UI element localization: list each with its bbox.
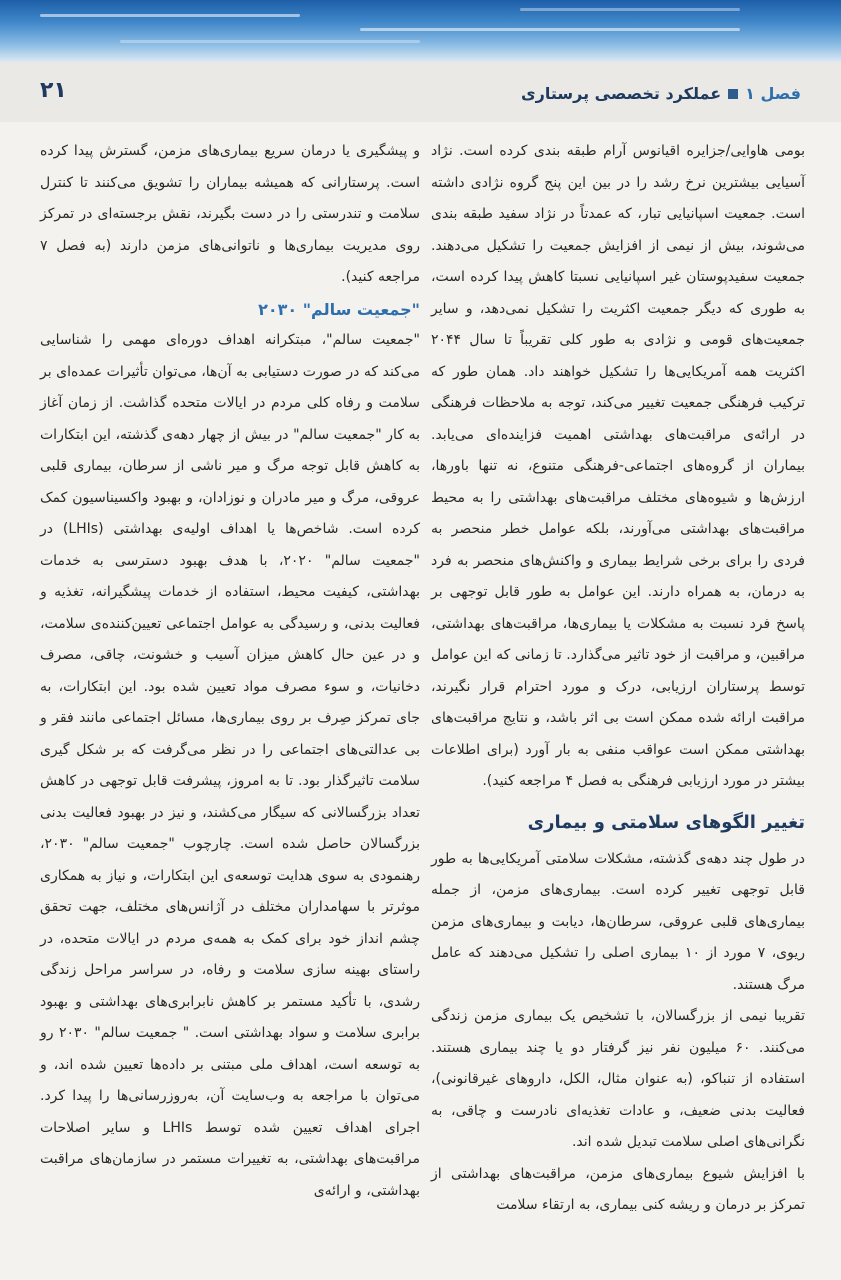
right-column [431, 136, 805, 1222]
chapter-title: عملکرد تخصصی پرستاری [520, 84, 722, 103]
paragraph: با افزایش شیوع بیماری‌های مزمن، مراقبت‌های بهداشتی از تمرکز بر درمان و ریشه کنی بیماری، به ارتقاء سلامت [431, 1165, 805, 1213]
left-column [40, 136, 420, 1207]
decorative-top-band [0, 0, 841, 62]
paragraph: تقریبا نیمی از بزرگسالان، با تشخیص یک بیماری مزمن زندگی می‌کنند. ۶۰ میلیون نفر نیز گرفتار دو یا چند بیماری هستند. استفاده از تنباکو، (به عنوان مثال، الکل، داروهای غیرقانونی)، فعالیت بدنی ضعیف، و عادات تغذیه‌ای نادرست و چاقی، به نگرانی‌های اصلی سلامت تبدیل شده اند. [431, 1008, 805, 1150]
running-title [521, 84, 801, 103]
square-bullet-icon [728, 89, 738, 99]
paragraph: "جمعیت سالم"، مبتکرانه اهداف دوره‌ای مهمی را شناسایی می‌کند که در صورت دستیابی به آن‌ها، می‌توان تأثیرات عمده‌ای بر سلامت و رفاه کلی مردم در ایالات متحده گذاشت. از زمان آغاز به کار "جمعیت سالم" در بیش از چهار دهه‌ی گذشته، این ابتکارات به کاهش قابل توجه مرگ و میر ناشی از سرطان، بیماری قلبی عروقی، مرگ و میر مادران و نوزادان، و بهبود واکسیناسیون کمک کرده است. شاخص‌ها یا اهداف اولیه‌ی بهداشتی (LHIs) در "جمعیت سالم" ۲۰۲۰، با هدف بهبود دسترسی به خدمات بهداشتی، کیفیت محیط، استفاده از خدمات پیشگیرانه، تغذیه و فعالیت بدنی، و رسیدگی به عوامل اجتماعی تعیین‌کننده‌ی سلامت، و در عین حال کاهش میزان آسیب و خشونت، چاقی، مصرف دخانیات، و سوء مصرف مواد تعیین شده بود. این ابتکارات، به جای تمرکز صِرف بر روی بیماری‌ها، مسائل اجتماعی مانند فقر و بی عدالتی‌های اجتماعی را در نظر می‌گرفت که بر شکل گیری سلامت تاثیرگذار بود. تا به امروز، پیشرفت قابل توجهی در کاهش تعداد بزرگسالانی که سیگار می‌کشند، و نیز در بهبود فعالیت بدنی بزرگسالان حاصل شده است. چارچوب "جمعیت سالم" ۲۰۳۰، رهنمودی به سوی هدایت توسعه‌ی این ابتکارات، و نیاز به همکاری موثرتر با سهامداران مختلف در آژانس‌های مختلف، جهت تحقق چشم انداز خود برای کمک به همه‌ی مردم در ایالات متحده، در راستای بهینه سازی سلامت و رفاه، در سراسر مراحل زندگی رشدی، با تأکید مستمر بر کاهش نابرابری‌های بهداشتی و بهبود برابری سلامت و سواد بهداشتی است. " جمعیت سالم" ۲۰۳۰ رو به توسعه است، اهداف ملی مبتنی بر داده‌ها تعیین شده اند، و می‌توان با مراجعه به وب‌سایت آن، به‌روزرسانی‌ها را پیدا کرد. اجرای اهداف تعیین شده توسط LHIs و سایر اصلاحات مراقبت‌های بهداشتی، به تغییرات مستمر در سازمان‌های مراقبت بهداشتی، و ارائه‌ی [40, 332, 420, 1199]
paragraph: در طول چند دهه‌ی گذشته، مشکلات سلامتی آمریکایی‌ها به طور قابل توجهی تغییر کرده است. بیماری‌های مزمن، از جمله بیماری‌های قلبی عروقی، سرطان‌ها، دیابت و بیماری‌های مزمن ریوی، ۷ مورد از ۱۰ بیماری اصلی را تشکیل می‌دهند که عامل مرگ هستند. [431, 850, 805, 993]
paragraph: بومی هاوایی/جزایره اقیانوس آرام طبقه بندی کرده است. نژاد آسیایی بیشترین نرخ رشد را در بین این پنج گروه نژادی داشته است. جمعیت اسپانیایی تبار، که عمدتاً در نژاد سفید طبقه بندی می‌شوند، بیش از نیمی از افزایش جمعیت را تشکیل می‌دهند. جمعیت سفیدپوستان غیر اسپانیایی نسبتا کاهش پیدا کرده است، به طوری که دیگر جمعیت اکثریت را تشکیل نمی‌دهد، و سایر جمعیت‌های قومی و نژادی به طور کلی تقریباً تا سال ۲۰۴۴ اکثریت همه آمریکایی‌ها را تشکیل خواهند داد. همان طور که ترکیب فرهنگی جمعیت تغییر می‌کند، توجه به ملاحظات فرهنگی در ارائه‌ی مراقبت‌های بهداشتی اهمیت فزاینده‌ای می‌یابد. بیماران از گروه‌های اجتماعی-فرهنگی متنوع، نه تنها باورها، ارزش‌ها و شیوه‌های مختلف مراقبت‌های بهداشتی را به محیط مراقبت‌های بهداشتی می‌آورند، بلکه عوامل خطر منحصر به فردی را برای برخی شرایط بیماری و واکنش‌های منحصر به فرد به درمان، به همراه دارند. این عوامل به طور قابل توجهی بر پاسخ فرد نسبت به مشکلات یا بیماری‌ها، مراقبت‌های بهداشتی، مراقبین، و مراقبت از خود تاثیر می‌گذارد. تا زمانی که این عوامل توسط پرستاران ارزیابی، درک و مورد احترام قرار نگیرند، مراقبت ارائه شده ممکن است بی اثر باشد، و نتایج مراقبت‌های بهداشتی ممکن است عواقب منفی به بار آورد (برای اطلاعات بیشتر در مورد ارزیابی فرهنگی به فصل ۴ مراجعه کنید). [431, 143, 805, 789]
page-header [0, 62, 841, 122]
paragraph: و پیشگیری یا درمان سریع بیماری‌های مزمن، گسترش پیدا کرده است. پرستارانی که همیشه بیماران را تشویق می‌کنند تا کنترل سلامت و تندرستی را در دست بگیرند، نقش برجسته‌ای در تمرکز روی مدیریت بیماری‌ها و ناتوانی‌های مزمن دارند (به فصل ۷ مراجعه کنید). [40, 143, 420, 285]
chapter-label: فصل ۱ [745, 84, 801, 103]
subsection-heading: "جمعیت سالم" ۲۰۳۰ [258, 299, 420, 319]
page-number: ۲۱ [40, 78, 67, 103]
section-heading: تغییر الگوهای سلامتی و بیماری [527, 811, 805, 833]
